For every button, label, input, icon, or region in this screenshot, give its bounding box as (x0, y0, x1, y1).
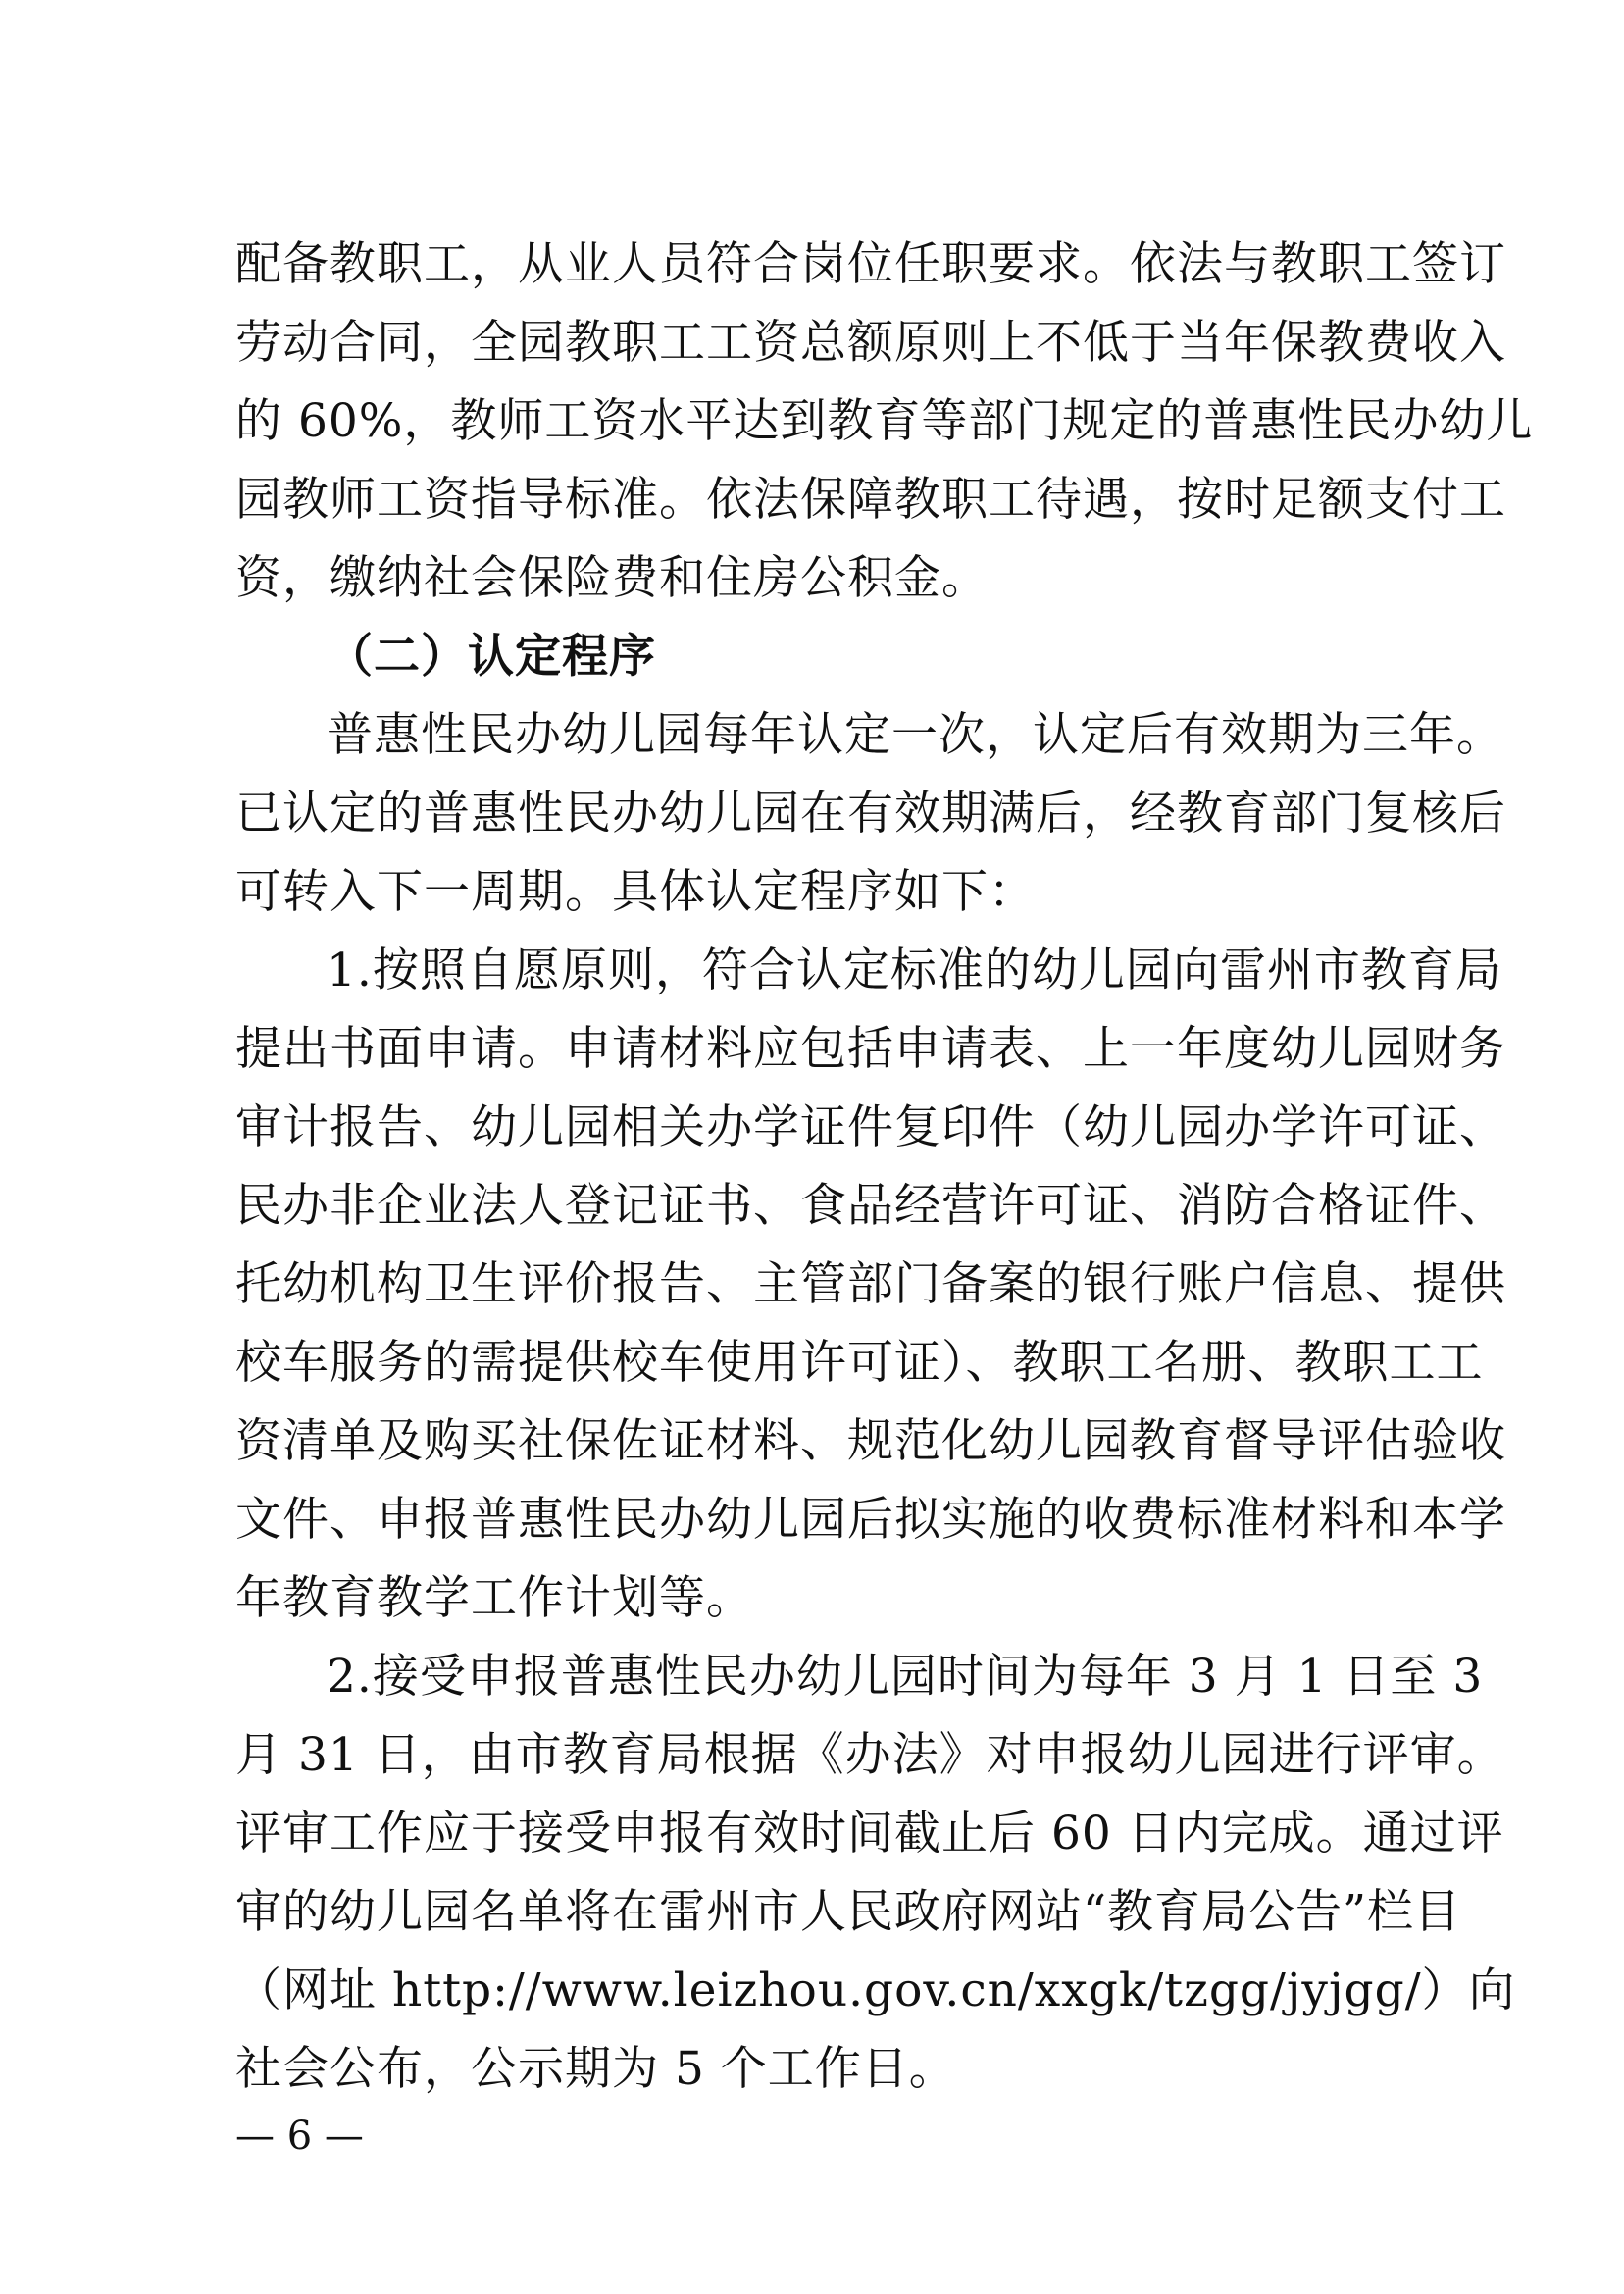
body-text-line: 社会公布，公示期为 5 个工作日。 (235, 2042, 956, 2096)
section-heading: （二）认定程序 (327, 630, 656, 684)
body-text-line: 资清单及购买社保佐证材料、规范化幼儿园教育督导评估验收 (235, 1414, 1506, 1468)
body-text-line: 园教师工资指导标准。依法保障教职工待遇，按时足额支付工 (235, 473, 1506, 527)
body-text-line: 已认定的普惠性民办幼儿园在有效期满后，经教育部门复核后 (235, 787, 1506, 841)
body-text-line: 审计报告、幼儿园相关办学证件复印件（幼儿园办学许可证、 (235, 1100, 1506, 1154)
body-text-line: 民办非企业法人登记证书、食品经营许可证、消防合格证件、 (235, 1179, 1506, 1233)
body-text-line: 1.按照自愿原则，符合认定标准的幼儿园向雷州市教育局 (327, 943, 1502, 997)
body-text-line: 托幼机构卫生评价报告、主管部门备案的银行账户信息、提供 (235, 1257, 1506, 1311)
body-text-line: 年教育教学工作计划等。 (235, 1571, 753, 1625)
body-text-line: 2.接受申报普惠性民办幼儿园时间为每年 3 月 1 日至 3 (327, 1650, 1484, 1704)
body-text-line: 劳动合同，全园教职工工资总额原则上不低于当年保教费收入 (235, 316, 1506, 370)
body-text-line: 文件、申报普惠性民办幼儿园后拟实施的收费标准材料和本学 (235, 1493, 1506, 1547)
body-text-line: 评审工作应于接受申报有效时间截止后 60 日内完成。通过评 (235, 1807, 1504, 1861)
body-text-line: 可转入下一周期。具体认定程序如下： (235, 865, 1036, 919)
body-text-line: 资，缴纳社会保险费和住房公积金。 (235, 551, 989, 605)
body-text-line: 的 60%，教师工资水平达到教育等部门规定的普惠性民办幼儿 (235, 394, 1534, 448)
body-text-line: （网址 http://www.leizhou.gov.cn/xxgk/tzgg/jyjgg/）向 (235, 1963, 1516, 2017)
body-text-line: 提出书面申请。申请材料应包括申请表、上一年度幼儿园财务 (235, 1022, 1506, 1076)
body-text-line: 月 31 日，由市教育局根据《办法》对申报幼儿园进行评审。 (235, 1728, 1504, 1782)
body-text-line: 普惠性民办幼儿园每年认定一次，认定后有效期为三年。 (327, 708, 1503, 762)
body-text-line: 校车服务的需提供校车使用许可证）、教职工名册、教职工工 (235, 1336, 1484, 1390)
page-number: — 6 — (235, 2114, 364, 2159)
body-text-line: 审的幼儿园名单将在雷州市人民政府网站“教育局公告”栏目 (235, 1885, 1462, 1939)
body-text-line: 配备教职工，从业人员符合岗位任职要求。依法与教职工签订 (235, 237, 1506, 291)
